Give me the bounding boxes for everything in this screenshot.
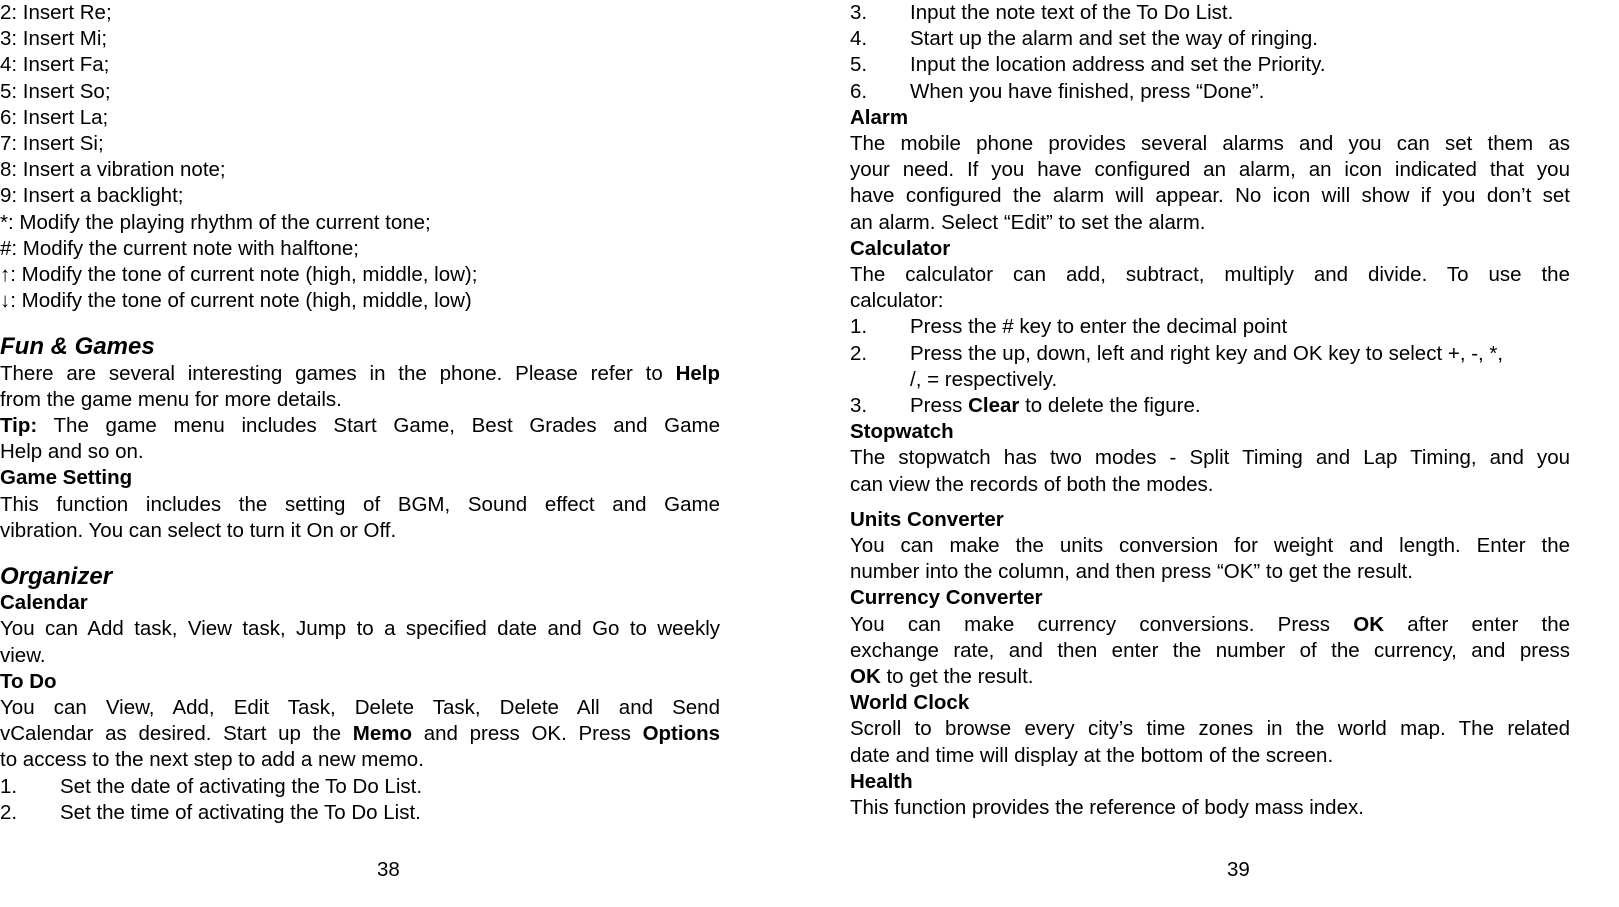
alarm-text: your need. If you have configured an alarm, an icon indicated that you xyxy=(850,158,1570,182)
units-text: number into the column, and then press “OK” to get the result. xyxy=(850,560,1413,584)
alarm-heading: Alarm xyxy=(850,105,909,129)
game-setting-text: vibration. You can select to turn it On or Off. xyxy=(0,518,397,542)
game-setting-heading: Game Setting xyxy=(0,466,133,490)
calculator-step: 3. Press Clear to delete the figure. xyxy=(850,394,1201,418)
stopwatch-text: can view the records of both the modes. xyxy=(850,472,1214,496)
fun-games-text: from the game menu for more details. xyxy=(0,387,342,411)
todo-step: 4. Start up the alarm and set the way of ringing. xyxy=(850,27,1318,51)
todo-text: You can View, Add, Edit Task, Delete Task, Delete All and Send xyxy=(0,696,720,720)
todo-text: to access to the next step to add a new memo. xyxy=(0,748,424,772)
alarm-text: The mobile phone provides several alarms and you can set them as xyxy=(850,132,1570,156)
stopwatch-text: The stopwatch has two modes - Split Timing and Lap Timing, and you xyxy=(850,446,1570,470)
stopwatch-heading: Stopwatch xyxy=(850,420,954,444)
todo-text: vCalendar as desired. Start up the Memo and press OK. Press Options xyxy=(0,722,721,746)
todo-step: 1. Set the date of activating the To Do List. xyxy=(0,774,423,798)
world-clock-heading: World Clock xyxy=(850,691,970,715)
todo-step: 2. Set the time of activating the To Do List. xyxy=(0,800,421,824)
calendar-heading: Calendar xyxy=(0,591,88,615)
tone-line: #: Modify the current note with halftone; xyxy=(0,236,359,260)
currency-heading: Currency Converter xyxy=(850,586,1043,610)
tone-line: ↓: Modify the tone of current note (high, middle, low) xyxy=(0,289,472,313)
todo-step: 5. Input the location address and set the Priority. xyxy=(850,53,1326,77)
calculator-step: 2. Press the up, down, left and right key and OK key to select +, -, *, xyxy=(850,341,1504,365)
organizer-heading: Organizer xyxy=(0,563,113,591)
todo-step: 6. When you have finished, press “Done”. xyxy=(850,79,1265,103)
world-clock-text: Scroll to browse every city’s time zones in the world map. The related xyxy=(850,717,1570,741)
currency-text: exchange rate, and then enter the number of the currency, and press xyxy=(850,638,1570,662)
tone-line: 6: Insert La; xyxy=(0,105,109,129)
calculator-step-cont: /, = respectively. xyxy=(910,367,1058,391)
tone-line: 2: Insert Re; xyxy=(0,1,112,24)
tone-line: 4: Insert Fa; xyxy=(0,53,110,77)
fun-games-heading: Fun & Games xyxy=(0,333,155,361)
page-number-right: 39 xyxy=(1227,858,1250,881)
left-page xyxy=(0,0,720,826)
alarm-text: have configured the alarm will appear. No icon will show if you don’t set xyxy=(850,184,1570,208)
calculator-text: calculator: xyxy=(850,289,944,313)
tip-text: Tip: The game menu includes Start Game, Best Grades and Game xyxy=(0,414,720,438)
tip-text: Help and so on. xyxy=(0,440,144,464)
currency-text: You can make currency conversions. Press OK after enter the xyxy=(850,612,1571,636)
fun-games-text: There are several interesting games in the phone. Please refer to Help xyxy=(0,361,720,385)
right-page xyxy=(850,0,1570,821)
alarm-text: an alarm. Select “Edit” to set the alarm. xyxy=(850,210,1206,234)
tone-line: 9: Insert a backlight; xyxy=(0,184,184,208)
units-heading: Units Converter xyxy=(850,507,1004,531)
tone-line: ↑: Modify the tone of current note (high, middle, low); xyxy=(0,263,478,287)
health-text: This function provides the reference of body mass index. xyxy=(850,796,1364,820)
tone-line: *: Modify the playing rhythm of the current tone; xyxy=(0,210,431,234)
health-heading: Health xyxy=(850,769,913,793)
tone-line: 8: Insert a vibration note; xyxy=(0,158,226,182)
tone-line: 5: Insert So; xyxy=(0,79,111,103)
world-clock-text: date and time will display at the bottom of the screen. xyxy=(850,743,1334,767)
todo-step: 3. Input the note text of the To Do List. xyxy=(850,1,1234,24)
units-text: You can make the units conversion for weight and length. Enter the xyxy=(850,534,1570,558)
currency-text: OK to get the result. xyxy=(850,665,1034,689)
tip-label: Tip: xyxy=(0,414,38,438)
page-number-left: 38 xyxy=(377,858,400,881)
todo-heading: To Do xyxy=(0,669,57,693)
game-setting-text: This function includes the setting of BGM, Sound effect and Game xyxy=(0,492,720,516)
calendar-text: view. xyxy=(0,643,46,667)
tone-line: 7: Insert Si; xyxy=(0,132,104,156)
tone-line: 3: Insert Mi; xyxy=(0,27,108,51)
calculator-text: The calculator can add, subtract, multiply and divide. To use the xyxy=(850,263,1570,287)
calendar-text: You can Add task, View task, Jump to a specified date and Go to weekly xyxy=(0,617,720,641)
calculator-heading: Calculator xyxy=(850,236,951,260)
calculator-step: 1. Press the # key to enter the decimal point xyxy=(850,315,1288,339)
